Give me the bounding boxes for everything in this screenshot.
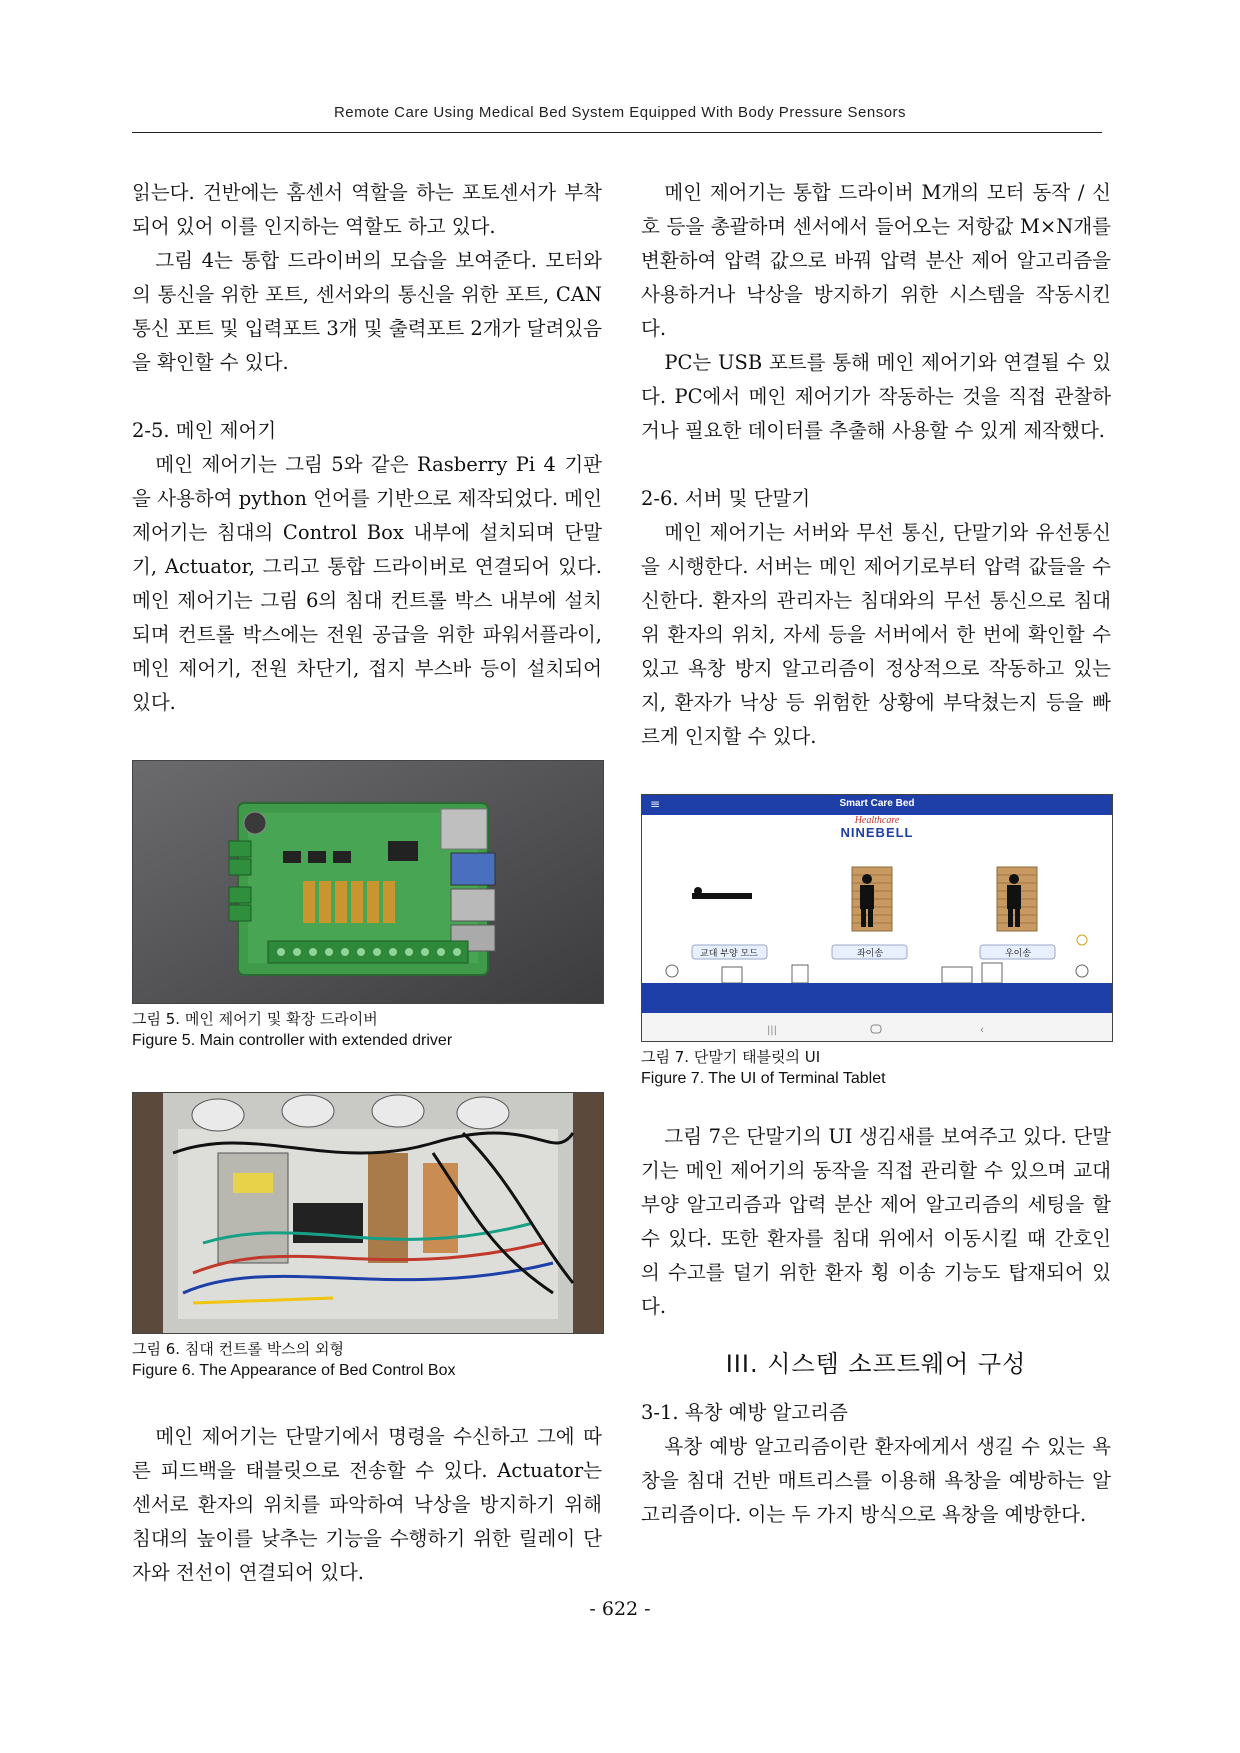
figure-7-tablet-ui [641,794,1113,1042]
mode-label-2[interactable]: 좌이송 [856,949,884,959]
tablet-ui-graphics [642,795,1112,1041]
right-paragraph-4: 그림 7은 단말기의 UI 생김새를 보여주고 있다. 단말기는 메인 제어기의 동작을 직접 관리할 수 있으며 교대 부양 알고리즘과 압력 분산 제어 알고리즘의 세팅을 할 수 있다. 또한 환자를 침대 위에서 이동시킬 때 간호인의 수고를 덜기 위한 환자 횡 이송 기능도 탑재되어 있다. [641,1125,1111,1318]
left-paragraph-3: 메인 제어기는 그림 5와 같은 Rasberry Pi 4 기판을 사용하여 python 언어를 기반으로 제작되었다. 메인 제어기는 침대의 Control Box 내부에 설치되며 단말기, Actuator, 그리고 통합 드라이버로 연결되어 있다. 메인 제어기는 그림 6의 침대 컨트롤 박스 내부에 설치 되며 컨트롤 박스에는 전원 공급을 위한 파워서플라이, 메인 제어기, 전원 차단기, 접지 부스바 등이 설치되어 있다. [132,453,602,714]
lying-patient-icon [692,887,752,899]
right-paragraph-5: 욕창 예방 알고리즘이란 환자에게서 생길 수 있는 욕창을 침대 건반 매트리스를 이용해 욕창을 예방하는 알고리즘이다. 이는 두 가지 방식으로 욕창을 예방한다. [641,1435,1111,1526]
figure-6-caption-ko: 그림 6. 침대 컨트롤 박스의 외형 [132,1340,345,1358]
control-box-illustration [133,1093,603,1333]
back-icon[interactable]: ‹ [979,1023,985,1036]
pcb-illustration [133,761,603,1003]
section-2-6-heading: 2-6. 서버 및 단말기 [641,487,811,510]
section-2-5-heading: 2-5. 메인 제어기 [132,419,277,442]
right-paragraph-1: 메인 제어기는 통합 드라이버 M개의 모터 동작 / 신호 등을 총괄하며 센서에서 들어오는 저항값 M×N개를 변환하여 압력 값으로 바꿔 압력 분산 제어 알고리즘을 사용하거나 낙상을 방지하기 위한 시스템을 작동시킨다. [641,181,1111,340]
brand-logo: NINEBELL [840,825,914,840]
left-transfer-bed [852,867,892,931]
left-paragraph-2: 그림 4는 통합 드라이버의 모습을 보여준다. 모터와의 통신을 위한 포트, 센서와의 통신을 위한 포트, CAN 통신 포트 및 입력포트 3개 및 출력포트 2개가 달려있음을 확인할 수 있다. [132,249,602,374]
chapter-3-heading: III. 시스템 소프트웨어 구성 [725,1350,1027,1378]
left-paragraph-1: 읽는다. 건반에는 홈센서 역할을 하는 포토센서가 부착되어 있어 이를 인지하는 역할도 하고 있다. [132,181,602,238]
app-title: Smart Care Bed [839,798,915,809]
recent-apps-icon[interactable]: ||| [766,1025,778,1036]
right-transfer-bed [997,867,1037,931]
running-header: Remote Care Using Medical Bed System Equipped With Body Pressure Sensors [333,104,907,121]
brand-tagline: Healthcare [854,815,900,826]
right-paragraph-3: 메인 제어기는 서버와 무선 통신, 단말기와 유선통신을 시행한다. 서버는 메인 제어기로부터 압력 값들을 수신한다. 환자의 관리자는 침대와의 무선 통신으로 침대 위 환자의 위치, 자세 등을 서버에서 한 번에 확인할 수 있고 욕창 방지 알고리즘이 정상적으로 작동하고 있는지, 환자가 낙상 등 위험한 상황에 부닥쳤는지 등을 빠르게 인지할 수 있다. [641,521,1111,748]
figure-7-caption-en: Figure 7. The UI of Terminal Tablet [641,1070,886,1087]
right-paragraph-2: PC는 USB 포트를 통해 메인 제어기와 연결될 수 있다. PC에서 메인 제어기가 작동하는 것을 직접 관찰하거나 필요한 데이터를 추출해 사용할 수 있게 제작했다. [641,351,1111,442]
figure-7-caption-ko: 그림 7. 단말기 태블릿의 UI [641,1048,821,1066]
left-column [132,176,602,1590]
left-paragraph-4: 메인 제어기는 단말기에서 명령을 수신하고 그에 따른 피드백을 태블릿으로 전송할 수 있다. Actuator는 센서로 환자의 위치를 파악하여 낙상을 방지하기 위해 침대의 높이를 낮추는 기능을 수행하기 위한 릴레이 단자와 전선이 연결되어 있다. [132,1425,602,1584]
menu-icon[interactable]: ≡ [650,797,661,811]
blue-footer-band [642,983,1112,1013]
right-column [641,176,1111,1532]
nav-bar [642,1013,1112,1041]
mode-label-1[interactable]: 교대 부양 모드 [700,949,758,959]
mode-label-3[interactable]: 우이송 [1004,949,1032,959]
page-number: - 622 - [589,1598,651,1620]
cityscape [666,963,1088,983]
figure-5-caption-en: Figure 5. Main controller with extended driver [132,1032,453,1049]
figure-6-image [132,1092,604,1334]
figure-5-caption-ko: 그림 5. 메인 제어기 및 확장 드라이버 [132,1010,378,1028]
sun-icon [1077,935,1087,945]
header-rule [132,132,1102,133]
figure-6-caption-en: Figure 6. The Appearance of Bed Control Box [132,1362,456,1379]
section-3-1-heading: 3-1. 욕창 예방 알고리즘 [641,1401,848,1424]
figure-5-image [132,760,604,1004]
